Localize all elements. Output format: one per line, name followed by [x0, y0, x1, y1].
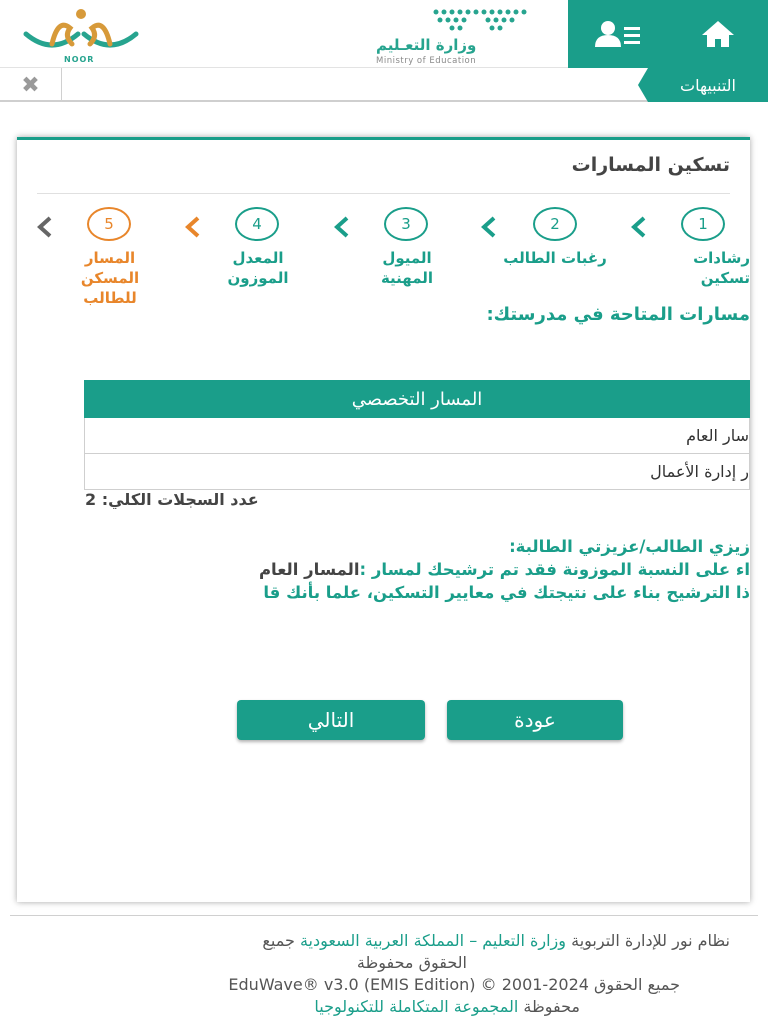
- footer-line-2: الحقوق محفوظة: [356, 953, 467, 972]
- ministry-name-en: Ministry of Education: [376, 56, 477, 66]
- step-4-label-line2: الموزون: [227, 269, 289, 287]
- home-icon: [700, 19, 736, 49]
- chevron-left-icon: [35, 215, 55, 239]
- step-3-label-line1: الميول: [382, 249, 432, 267]
- table-row[interactable]: [84, 454, 750, 490]
- footer-reserved: محفوظة: [523, 997, 580, 1016]
- home-button[interactable]: [668, 0, 768, 68]
- ministry-dots-icon: [428, 4, 548, 34]
- alerts-bar: [0, 68, 768, 102]
- step-5-label-line1: المسار: [84, 249, 136, 267]
- table-header: المسار التخصصي: [84, 380, 750, 418]
- footer-line-1: [30, 930, 730, 952]
- table-cell: سار العام: [686, 426, 749, 445]
- chevron-left-icon: [479, 215, 499, 239]
- step-1-label-line1: رشادات: [693, 249, 750, 267]
- footer-line-3: جميع الحقوق 2024-2001 © EduWave® v3.0 (EMIS Edition): [228, 975, 680, 994]
- step-4-label[interactable]: [213, 248, 303, 288]
- ministry-name-ar: وزارة التعـليم: [376, 36, 477, 54]
- footer-system-name: نظام نور للإدارة التربوية: [571, 931, 730, 950]
- table-row[interactable]: [84, 418, 750, 454]
- footer-ministry: وزارة التعليم – المملكة العربية السعودية: [299, 931, 567, 950]
- footer-all: جميع: [262, 931, 295, 950]
- step-4-label-line1: المعدل: [232, 249, 284, 267]
- footer: [30, 930, 730, 1018]
- noor-label: NOOR: [64, 55, 95, 64]
- step-5-circle[interactable]: 5: [87, 207, 131, 241]
- noor-emblem-icon: [22, 4, 140, 54]
- ministry-logo: [368, 4, 550, 64]
- page-title: تسكين المسارات: [571, 154, 730, 176]
- step-3-label-line2: المهنية: [380, 269, 434, 287]
- step-1-circle[interactable]: 1: [681, 207, 725, 241]
- records-count: عدد السجلات الكلي: 2: [85, 490, 259, 509]
- step-2-label[interactable]: [493, 248, 617, 268]
- footer-company-link[interactable]: المجموعة المتكاملة للتكنولوجيا: [314, 997, 519, 1016]
- back-button[interactable]: عودة: [447, 700, 623, 740]
- message-assignment-text: اء على النسبة الموزونة فقد تم ترشيحك لمسار :: [359, 560, 750, 579]
- chevron-left-icon: [629, 215, 649, 239]
- table-cell: ر إدارة الأعمال: [650, 462, 749, 481]
- step-2-label-line1: رغبات الطالب: [503, 249, 607, 267]
- step-5-label-line3: للطالب: [83, 289, 137, 307]
- main-card: [17, 137, 750, 902]
- step-2-circle[interactable]: 2: [533, 207, 577, 241]
- noor-logo[interactable]: [22, 4, 140, 64]
- user-menu-button[interactable]: [568, 0, 668, 68]
- step-3-circle[interactable]: 3: [384, 207, 428, 241]
- close-icon[interactable]: ✖: [0, 68, 62, 102]
- message-greeting: زيزي الطالب/عزيزتي الطالبة:: [509, 537, 750, 556]
- available-tracks-heading: مسارات المتاحة في مدرستك:: [486, 304, 750, 325]
- step-4-circle[interactable]: 4: [235, 207, 279, 241]
- message-assignment: [259, 560, 750, 579]
- top-header: [0, 0, 768, 68]
- footer-line-4: [30, 996, 730, 1018]
- tracks-table: [84, 380, 750, 490]
- chevron-left-icon: [183, 215, 203, 239]
- message-note: ذا الترشيح بناء على نتيجتك في معايير التسكين، علما بأنك قا: [263, 583, 750, 602]
- step-5-label-line2: المسكن: [80, 269, 140, 287]
- alerts-tab[interactable]: التنبيهات: [648, 68, 768, 102]
- next-button[interactable]: التالي: [237, 700, 425, 740]
- title-divider: [37, 193, 730, 194]
- step-3-label[interactable]: [362, 248, 452, 288]
- step-1-label-line2: تسكين: [700, 269, 750, 287]
- step-1-label[interactable]: [693, 248, 750, 288]
- assigned-track: المسار العام: [258, 560, 360, 579]
- footer-divider: [10, 915, 758, 916]
- user-list-icon: [594, 20, 642, 48]
- step-5-label[interactable]: [65, 248, 155, 308]
- chevron-left-icon: [332, 215, 352, 239]
